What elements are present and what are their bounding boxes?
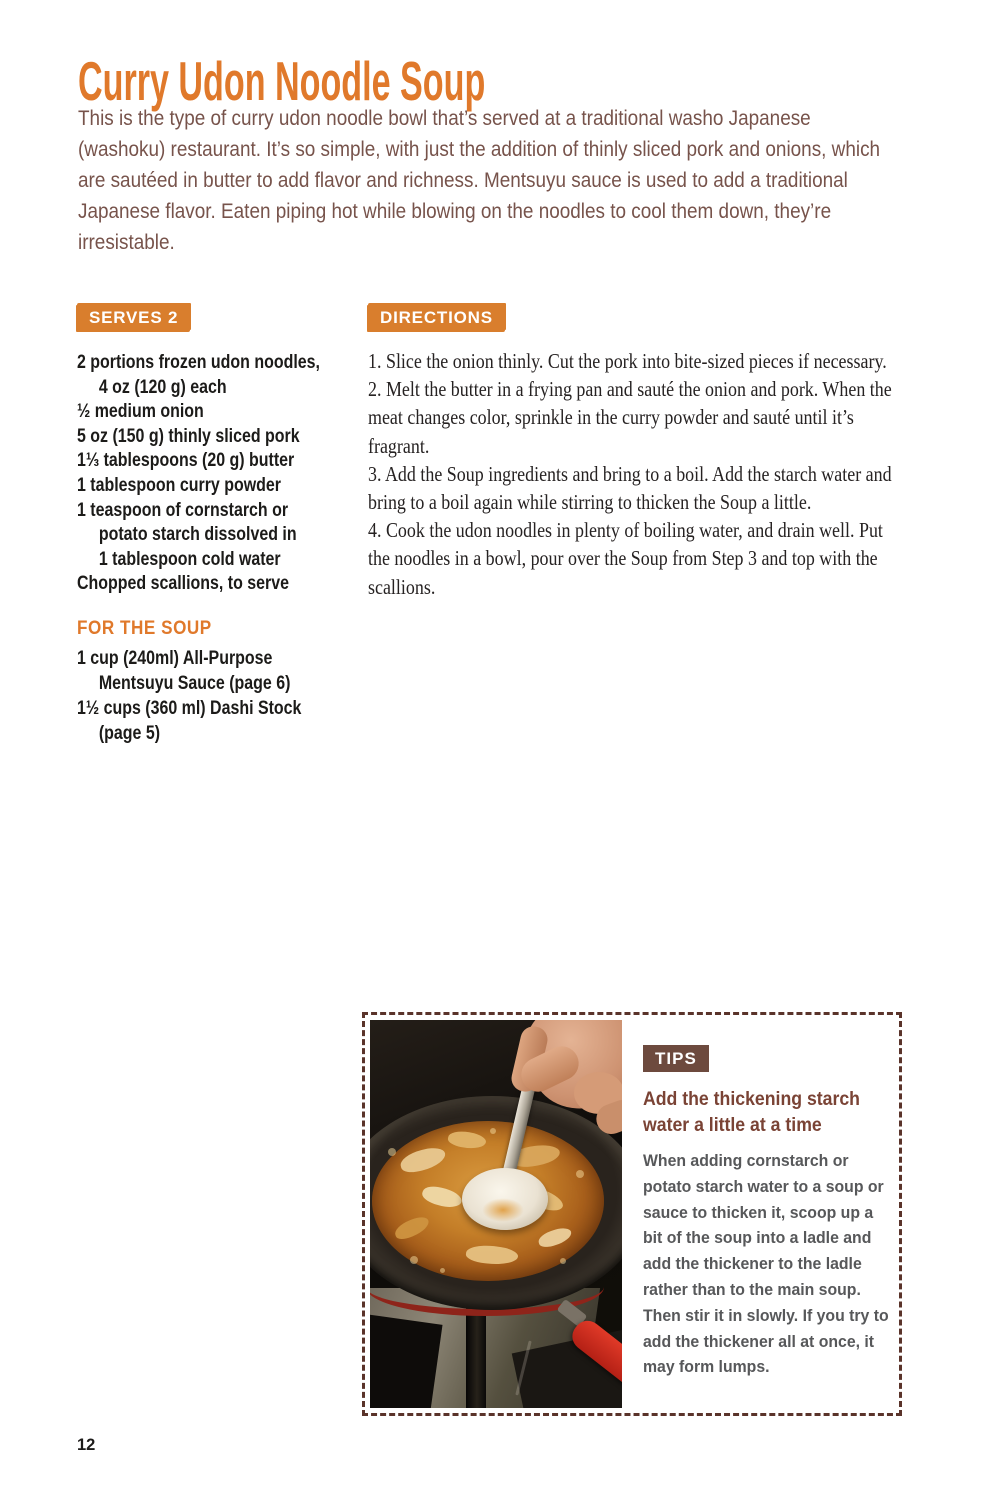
soup-bubble (388, 1148, 396, 1156)
ingredient-line: Chopped scallions, to serve (77, 573, 289, 595)
direction-step: 2. Melt the butter in a frying pan and sauté the onion and pork. When the meat changes color, sprinkle in the curry powder and sauté until it’s fragrant. (368, 377, 892, 458)
intro-paragraph: This is the type of curry udon noodle bowl that’s served at a traditional washo Japanese (washoku) restaurant. It’s so simple, with just the addition of thinly sliced pork and onions, which are sautéed in butter to add flavor and richness. Mentsuyu sauce is used to add a traditional Japanese flavor. Eaten piping hot while blowing on the noodles to cool them down, they’re irresistable. (78, 106, 881, 254)
soup-bubble (440, 1268, 445, 1273)
ladle-starch-spot (482, 1198, 524, 1222)
soup-bubble (410, 1256, 418, 1264)
ingredient-line: 2 portions frozen udon noodles, (77, 352, 320, 373)
tips-content (643, 1045, 895, 1380)
ingredient-line: 1 tablespoon cold water (98, 548, 281, 570)
tips-body: When adding cornstarch or potato starch water to a soup or sauce to thicken it, scoop up a bit of the soup into a ladle and add the thickener to the ladle rather than to the main soup. Then stir it in slowly. If you try to add the thickener all at once, it may form lumps. (643, 1151, 889, 1377)
ingredients-list (77, 351, 339, 597)
ingredient-line: 4 oz (120 g) each (98, 376, 227, 398)
ingredient-line: 5 oz (150 g) thinly sliced pork (77, 425, 300, 447)
tips-box (362, 1012, 902, 1416)
tips-badge: TIPS (643, 1045, 709, 1072)
soup-section-heading: FOR THE SOUP (77, 618, 212, 639)
ingredient-line: 1½ cups (360 ml) Dashi Stock (77, 698, 302, 719)
ingredient-line: potato starch dissolved in (98, 524, 297, 546)
soup-bubble (560, 1258, 566, 1264)
direction-step: 3. Add the Soup ingredients and bring to a boil. Add the starch water and bring to a boil again while stirring to thicken the Soup a little. (368, 461, 892, 515)
direction-step: 1. Slice the onion thinly. Cut the pork into bite-sized pieces if necessary. (368, 349, 887, 373)
ingredient-line: (page 5) (98, 723, 161, 744)
stove-grate (370, 1312, 443, 1408)
ingredient-line: 1 cup (240ml) All-Purpose (77, 648, 273, 669)
ingredient-line: Mentsuyu Sauce (page 6) (98, 673, 291, 694)
stove-grate (466, 1302, 486, 1408)
soup-bubble (490, 1128, 496, 1134)
soup-ingredients-list (77, 646, 339, 746)
ingredient-line: 1⅓ tablespoons (20 g) butter (77, 450, 295, 472)
tips-heading: Add the thickening starch water a little at a time (643, 1089, 860, 1136)
ingredient-line: 1 teaspoon of cornstarch or (77, 499, 289, 521)
ingredient-line: 1 tablespoon curry powder (77, 474, 281, 496)
page-title: Curry Udon Noodle Soup (78, 49, 486, 112)
directions-badge: DIRECTIONS (368, 303, 505, 332)
page-number: 12 (77, 1436, 96, 1454)
soup-bubble (576, 1170, 584, 1178)
recipe-photo (370, 1020, 622, 1408)
ingredient-line: ½ medium onion (77, 401, 204, 423)
direction-step: 4. Cook the udon noodles in plenty of boiling water, and drain well. Put the noodles in a bowl, pour over the Soup from Step 3 and top with the scallions. (368, 518, 883, 599)
directions-list (368, 347, 903, 601)
serves-badge: SERVES 2 (77, 303, 190, 332)
